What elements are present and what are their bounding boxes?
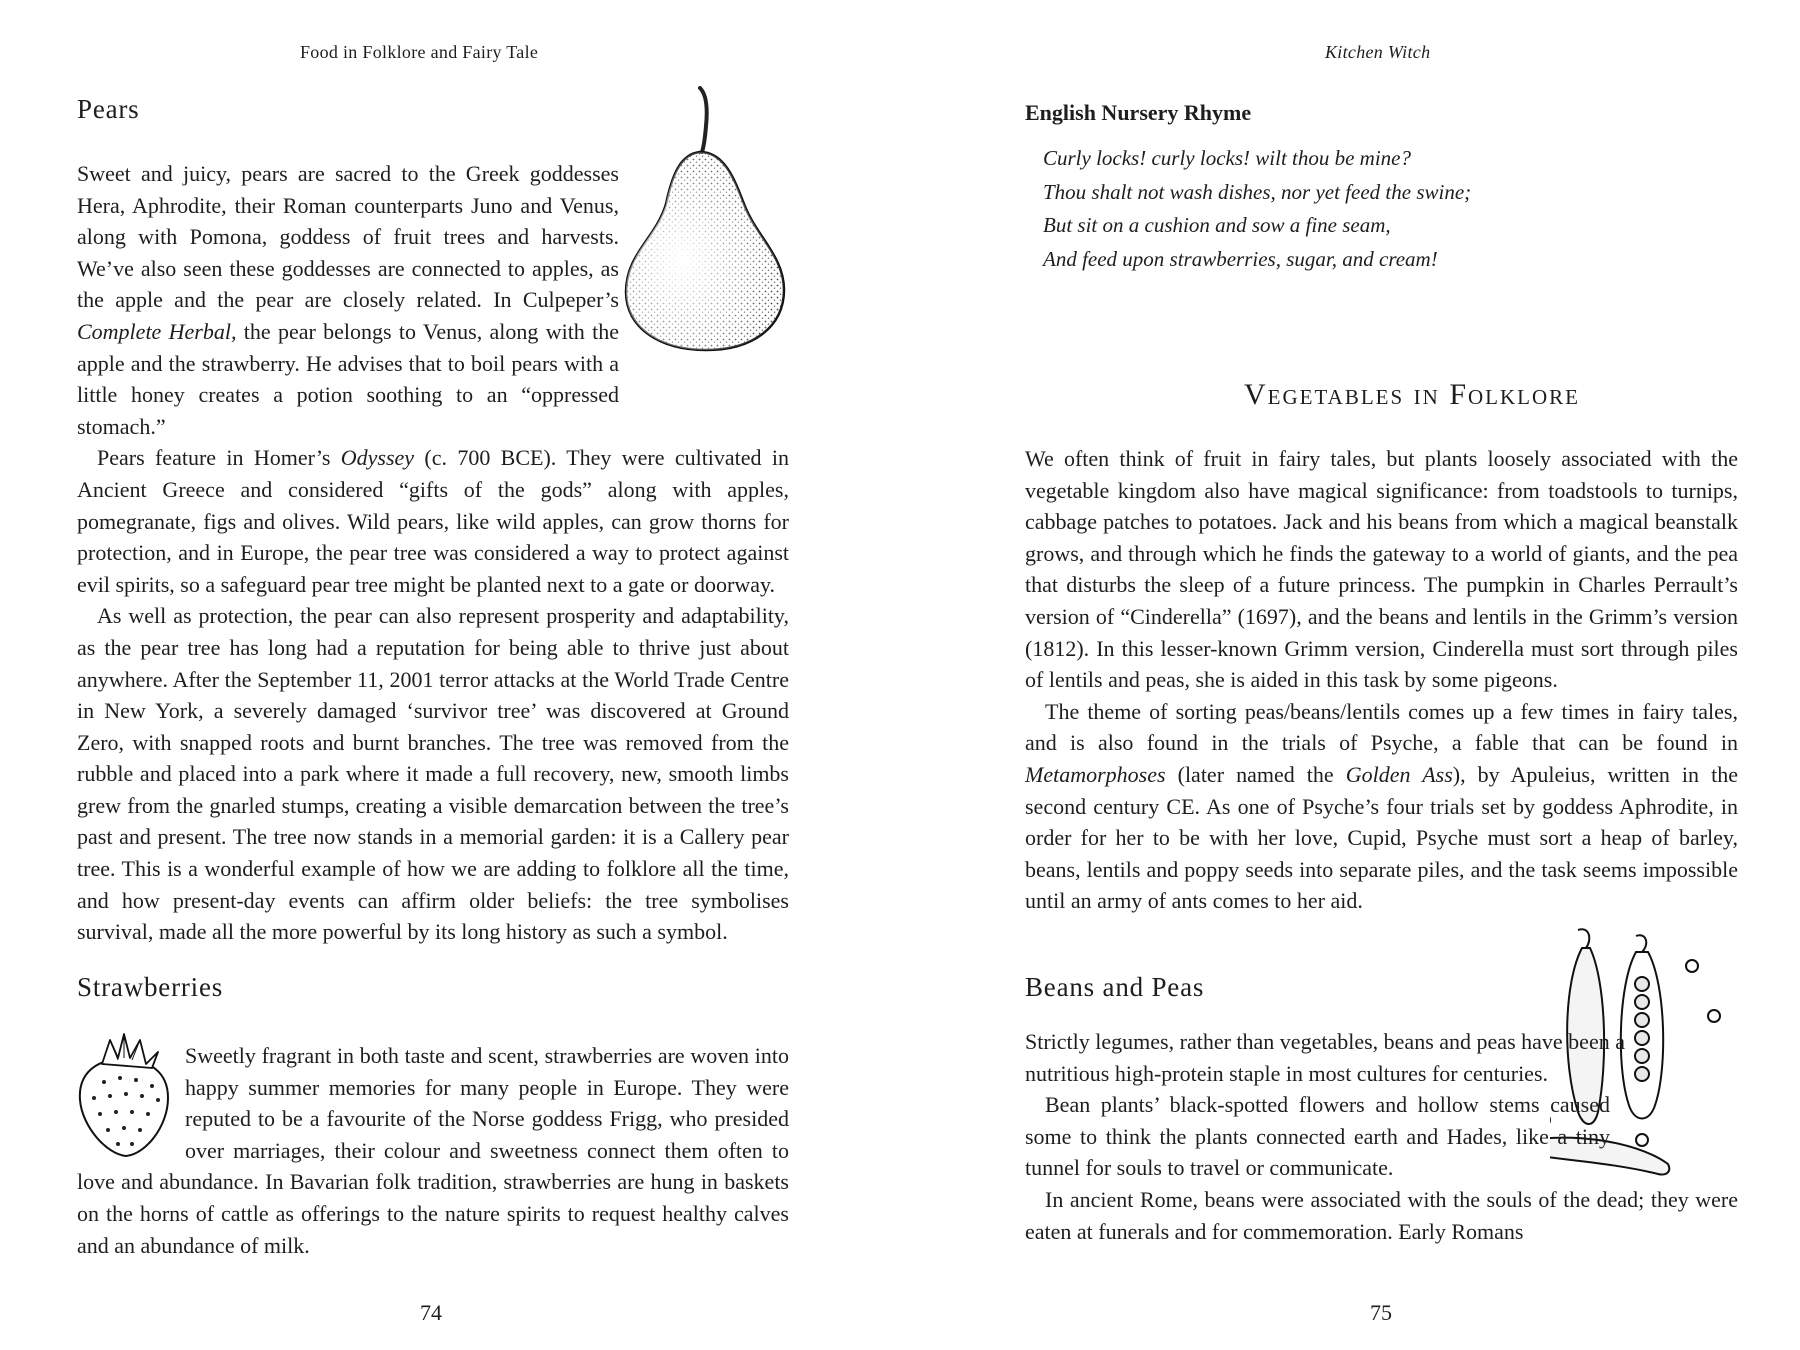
- pears-paragraph-2: Pears feature in Homer’s Odyssey (c. 700 BCE). They were cultivated in Ancient Greece and considered “gifts of the gods” along with apples, pomegranate, figs and olives. Wild pears, like wild apples, can grow thorns for protection, and in Europe, the pear tree was considered a way to protect against evil spirits, so a safeguard pear tree might be planted next to a gate or doorway.: [77, 445, 790, 597]
- verse-line: Curly locks! curly locks! wilt thou be mine?: [1043, 146, 1412, 170]
- running-head-right: Kitchen Witch: [1325, 42, 1431, 62]
- verse-line: But sit on a cushion and sow a fine seam,: [1043, 213, 1391, 237]
- running-head-left: Food in Folklore and Fairy Tale: [300, 42, 539, 62]
- right-page: [900, 0, 1800, 1350]
- strawberries-paragraph-1: Sweetly fragrant in both taste and scent, strawberries are woven into happy summer memories for many people in Europe. They were reputed to be a favourite of the Norse goddess Frigg, who presided over marriages, their colour and sweetness connect them often to love and abundance. In Bavarian folk tradition, strawberries are hung in baskets on the horns of cattle as offerings to the nature spirits to request healthy calves and an abundance of milk.: [77, 1043, 789, 1258]
- beans-paragraph-1: Strictly legumes, rather than vegetables, beans and peas have been a nutritious high-protein staple in most cultures for centuries.: [1025, 1029, 1625, 1086]
- beans-paragraph-3: In ancient Rome, beans were associated with the souls of the dead; they were eaten at funerals and for commemoration. Early Romans: [1025, 1186, 1738, 1244]
- beans-body: [1025, 1026, 1738, 1247]
- verse-line: And feed upon strawberries, sugar, and cream!: [1043, 246, 1438, 271]
- page-number-right: 75: [1370, 1300, 1392, 1325]
- verse-line: Thou shalt not wash dishes, nor yet feed the swine;: [1043, 179, 1472, 204]
- nursery-rhyme-verse: [1043, 142, 1471, 276]
- chapter-title: Vegetables in Folklore: [1244, 378, 1580, 411]
- nursery-rhyme-heading: English Nursery Rhyme: [1025, 100, 1252, 125]
- beans-paragraph-2: Bean plants’ black-spotted flowers and hollow stems caused some to think the plants connected earth and Hades, like a tiny tunnel for souls to travel or communicate.: [1025, 1092, 1610, 1181]
- strawberries-body: [77, 1040, 789, 1261]
- page-number-left: 74: [420, 1300, 442, 1325]
- section-heading-strawberries: Strawberries: [77, 972, 224, 1002]
- section-heading-beans-and-peas: Beans and Peas: [1025, 972, 1205, 1002]
- vegetables-paragraph-2: The theme of sorting peas/beans/lentils comes up a few times in fairy tales, and is also found in the trials of Psyche, a fable that can be found in Metamorphoses (later named the Golden Ass), by Apuleius, written in the second century CE. As one of Psyche’s four trials set by goddess Aphrodite, in order for her to be with her love, Cupid, Psyche must sort a heap of barley, beans, lentils and poppy seeds into separate piles, and the task seems impossible until an army of ants comes to her aid.: [1025, 698, 1738, 914]
- pears-paragraph-3: As well as protection, the pear can also represent prosperity and adaptability, as the pear tree has long had a reputation for being able to thrive just about anywhere. After the September 11, 2001 terror attacks at the World Trade Centre in New York, a severely damaged ‘survivor tree’ was discovered at Ground Zero, with snapped roots and burnt branches. The tree was removed from the rubble and placed into a park where it made a full recovery, new, smooth limbs grew from the gnarled stumps, creating a visible demarcation between the tree’s past and present. The tree now stands in a memorial garden: it is a Callery pear tree. This is a wonderful example of how we are adding to folklore all the time, and how present-day events can affirm older beliefs: the tree symbolises survival, made all the more powerful by its long history as such a symbol.: [77, 603, 789, 945]
- vegetables-body: [1025, 443, 1738, 917]
- vegetables-paragraph-1: We often think of fruit in fairy tales, but plants loosely associated with the vegetable kingdom also have magical significance: from toadstools to turnips, cabbage patches to potatoes. Jack and his beans from which a magical beanstalk grows, and through which he finds the gateway to a world of giants, and the pea that disturbs the sleep of a future princess. The pumpkin in Charles Perrault’s version of “Cinderella” (1697), and the beans and lentils in the Grimm’s version (1812). In this lesser-known Grimm version, Cinderella must sort through piles of lentils and peas, she is aided in this task by some pigeons.: [1025, 446, 1738, 693]
- pears-body: [77, 158, 789, 948]
- pears-paragraph-1: Sweet and juicy, pears are sacred to the Greek goddesses Hera, Aphrodite, their Roman counterparts Juno and Venus, along with Pomona, goddess of fruit trees and harvests. We’ve also seen these goddesses are connected to apples, as the apple and the pear are closely related. In Culpeper’s Complete Herbal, the pear belongs to Venus, along with the apple and the strawberry. He advises that to boil pears with a little honey creates a potion soothing to an “oppressed stomach.”: [77, 161, 619, 439]
- section-heading-pears: Pears: [77, 94, 140, 124]
